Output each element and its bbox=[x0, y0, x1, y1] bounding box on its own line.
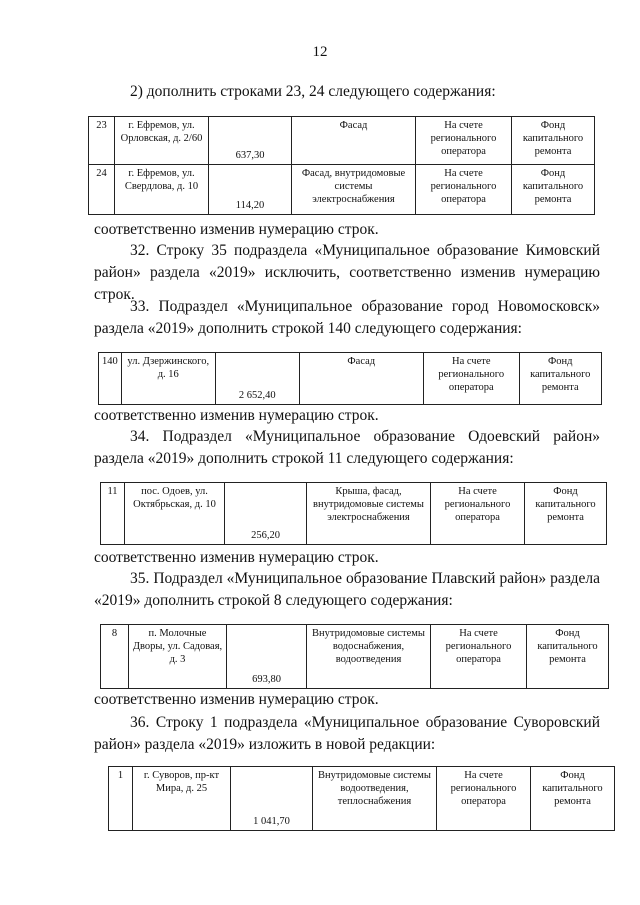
cell-account: На счете регионального оператора bbox=[423, 353, 519, 405]
cell-account: На счете регионального оператора bbox=[416, 165, 512, 215]
intro-paragraph: 2) дополнить строками 23, 24 следующего содержания: bbox=[130, 83, 496, 100]
cell-fund: Фонд капитального ремонта bbox=[512, 165, 595, 215]
cell-address: пос. Одоев, ул. Октябрьская, д. 10 bbox=[125, 483, 225, 545]
page-number: 12 bbox=[312, 44, 328, 60]
continuation-text: соответственно изменив нумерацию строк. bbox=[94, 407, 379, 424]
cell-address: ул. Дзержинского, д. 16 bbox=[121, 353, 215, 405]
cell-account: На счете регионального оператора bbox=[431, 483, 525, 545]
cell-fund: Фонд капитального ремонта bbox=[531, 767, 615, 831]
paragraph-32: 32. Строку 35 подраздела «Муниципальное образование Кимовский район» раздела «2019» исключить, соответственно изменив нумерацию строк. bbox=[94, 242, 600, 303]
table-row-11 bbox=[100, 482, 607, 545]
table-row-8 bbox=[100, 624, 609, 689]
table-row-1 bbox=[108, 766, 615, 831]
cell-works: Внутридомовые системы водоотведения, теплоснабжения bbox=[313, 767, 437, 831]
cell-fund: Фонд капитального ремонта bbox=[527, 625, 609, 689]
cell-fund: Фонд капитального ремонта bbox=[519, 353, 601, 405]
cell-area: 693,80 bbox=[227, 625, 307, 689]
cell-num: 140 bbox=[99, 353, 122, 405]
cell-num: 8 bbox=[101, 625, 129, 689]
cell-area: 1 041,70 bbox=[231, 767, 313, 831]
cell-account: На счете регионального оператора bbox=[437, 767, 531, 831]
continuation-text: соответственно изменив нумерацию строк. bbox=[94, 549, 379, 566]
cell-num: 11 bbox=[101, 483, 125, 545]
cell-area: 2 652,40 bbox=[215, 353, 299, 405]
cell-num: 24 bbox=[89, 165, 115, 215]
cell-num: 1 bbox=[109, 767, 133, 831]
table-row bbox=[89, 165, 595, 215]
paragraph-34: 34. Подраздел «Муниципальное образование Одоевский район» раздела «2019» дополнить строкой 11 следующего содержания: bbox=[94, 428, 600, 467]
table-rows-23-24 bbox=[88, 116, 595, 215]
cell-works: Фасад bbox=[292, 117, 416, 165]
table-row-140 bbox=[98, 352, 602, 405]
table-row bbox=[101, 625, 609, 689]
paragraph-33: 33. Подраздел «Муниципальное образование город Новомосковск» раздела «2019» дополнить строкой 140 следующего содержания: bbox=[94, 298, 600, 337]
cell-works: Фасад bbox=[299, 353, 423, 405]
paragraph-36: 36. Строку 1 подраздела «Муниципальное образование Суворовский район» раздела «2019» изложить в новой редакции: bbox=[94, 714, 600, 753]
cell-works: Фасад, внутридомовые системы электроснабжения bbox=[292, 165, 416, 215]
table-row bbox=[99, 353, 602, 405]
cell-area: 256,20 bbox=[225, 483, 307, 545]
cell-works: Крыша, фасад, внутридомовые системы электроснабжения bbox=[307, 483, 431, 545]
cell-address: г. Суворов, пр-кт Мира, д. 25 bbox=[133, 767, 231, 831]
cell-address: п. Молочные Дворы, ул. Садовая, д. 3 bbox=[129, 625, 227, 689]
cell-area: 637,30 bbox=[209, 117, 292, 165]
continuation-text: соответственно изменив нумерацию строк. bbox=[94, 221, 379, 238]
cell-address: г. Ефремов, ул. Орловская, д. 2/60 bbox=[115, 117, 209, 165]
cell-account: На счете регионального оператора bbox=[416, 117, 512, 165]
table-row bbox=[109, 767, 615, 831]
cell-fund: Фонд капитального ремонта bbox=[512, 117, 595, 165]
cell-fund: Фонд капитального ремонта bbox=[525, 483, 607, 545]
table-row bbox=[101, 483, 607, 545]
cell-num: 23 bbox=[89, 117, 115, 165]
paragraph-35: 35. Подраздел «Муниципальное образование Плавский район» раздела «2019» дополнить строкой 8 следующего содержания: bbox=[94, 570, 600, 609]
continuation-text: соответственно изменив нумерацию строк. bbox=[94, 691, 379, 708]
cell-address: г. Ефремов, ул. Свердлова, д. 10 bbox=[115, 165, 209, 215]
cell-area: 114,20 bbox=[209, 165, 292, 215]
table-row bbox=[89, 117, 595, 165]
cell-works: Внутридомовые системы водоснабжения, водоотведения bbox=[307, 625, 431, 689]
cell-account: На счете регионального оператора bbox=[431, 625, 527, 689]
